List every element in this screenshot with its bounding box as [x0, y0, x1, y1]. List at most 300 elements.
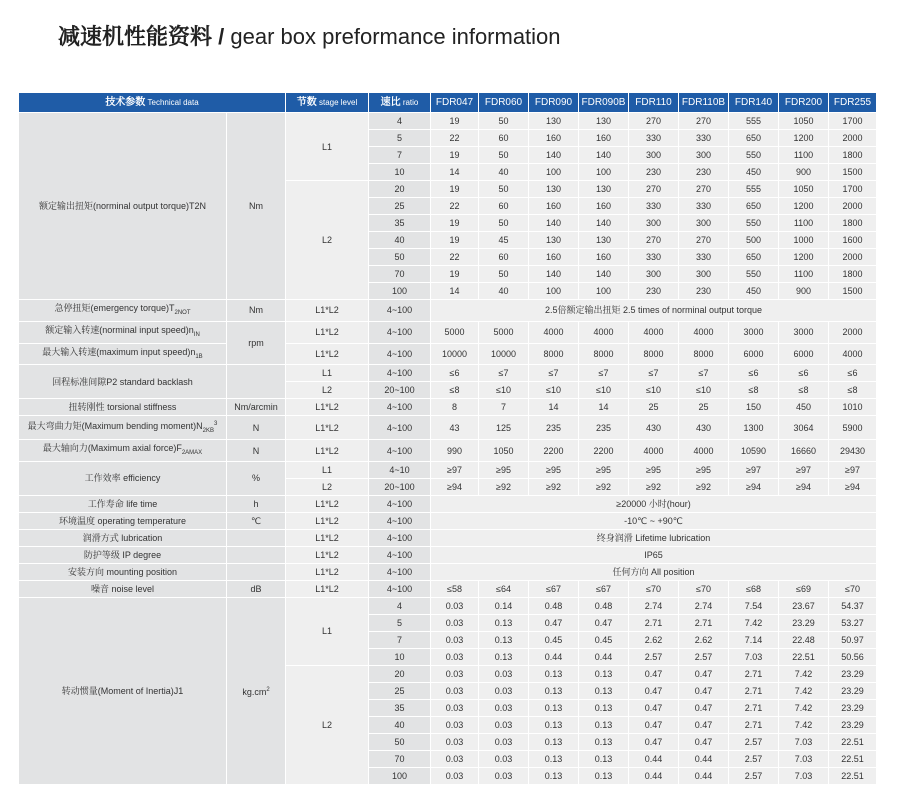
value-cell: 43	[431, 416, 479, 440]
header-model: FDR110B	[679, 93, 729, 113]
value-cell: 0.13	[579, 699, 629, 716]
param-label	[19, 512, 227, 529]
value-cell: 330	[679, 249, 729, 266]
value-cell: ≥92	[479, 478, 529, 495]
value-cell: 550	[729, 147, 779, 164]
unit-cell: h	[227, 495, 286, 512]
ratio-cell: 4~10	[369, 461, 431, 478]
value-cell: ≤7	[629, 365, 679, 382]
value-cell: 1010	[829, 399, 877, 416]
value-cell: 0.13	[479, 648, 529, 665]
value-cell: 0.47	[679, 682, 729, 699]
stage-cell: L1*L2	[286, 512, 369, 529]
value-cell: 2.74	[679, 597, 729, 614]
torque-row	[19, 113, 877, 130]
param-label	[19, 321, 227, 343]
value-cell: 50.56	[829, 648, 877, 665]
value-cell: 4000	[679, 440, 729, 462]
value-cell: 40	[479, 164, 529, 181]
unit-cell	[227, 563, 286, 580]
value-cell: 160	[579, 198, 629, 215]
value-cell: 8000	[679, 343, 729, 365]
header-ratio: 速比 ratio	[369, 93, 431, 113]
ratio-cell: 20~100	[369, 382, 431, 399]
value-cell: 25	[679, 399, 729, 416]
value-cell: 0.44	[629, 750, 679, 767]
value-cell: 230	[679, 164, 729, 181]
value-cell: 555	[729, 113, 779, 130]
spanning-value: IP65	[431, 546, 877, 563]
param-label-text: 最大弯曲力矩(Maximum bending moment)N	[27, 421, 203, 432]
value-cell: 1800	[829, 147, 877, 164]
value-cell: 0.44	[629, 767, 679, 784]
param-label	[19, 529, 227, 546]
value-cell: 7.03	[729, 648, 779, 665]
value-cell: 1600	[829, 232, 877, 249]
stage-cell: L1*L2	[286, 495, 369, 512]
ratio-cell: 4~100	[369, 440, 431, 462]
param-label	[19, 580, 227, 597]
value-cell: ≤8	[779, 382, 829, 399]
unit-cell	[227, 597, 286, 784]
value-cell: 50	[479, 147, 529, 164]
temperature-row	[19, 512, 877, 529]
value-cell: 10590	[729, 440, 779, 462]
value-cell: ≥95	[629, 461, 679, 478]
value-cell: 270	[679, 113, 729, 130]
param-label-subscript: 1B	[195, 353, 203, 360]
value-cell: 23.29	[829, 682, 877, 699]
value-cell: ≥92	[529, 478, 579, 495]
inertia-row	[19, 597, 877, 614]
header-model: FDR047	[431, 93, 479, 113]
param-label	[19, 546, 227, 563]
value-cell: 230	[679, 283, 729, 300]
value-cell: ≤7	[529, 365, 579, 382]
value-cell: 0.13	[529, 767, 579, 784]
ratio-cell: 100	[369, 767, 431, 784]
param-label-text: 最大输入转速(maximum input speed)n	[42, 346, 196, 357]
value-cell: 140	[529, 147, 579, 164]
value-cell: 0.03	[431, 648, 479, 665]
value-cell: 0.45	[579, 631, 629, 648]
value-cell: 140	[579, 147, 629, 164]
value-cell: 1200	[779, 130, 829, 147]
value-cell: 0.13	[529, 716, 579, 733]
value-cell: 650	[729, 130, 779, 147]
value-cell: 0.47	[629, 699, 679, 716]
ratio-cell: 25	[369, 682, 431, 699]
param-label	[19, 113, 227, 300]
stage-cell: L2	[286, 665, 369, 784]
value-cell: 1700	[829, 113, 877, 130]
param-label-text: 工作效率 efficiency	[84, 473, 161, 484]
value-cell: 650	[729, 249, 779, 266]
value-cell: 16660	[779, 440, 829, 462]
value-cell: 8000	[629, 343, 679, 365]
value-cell: 300	[679, 147, 729, 164]
param-label-text: 噪音 noise level	[90, 583, 155, 594]
value-cell: 3064	[779, 416, 829, 440]
value-cell: 2.71	[729, 682, 779, 699]
value-cell: 0.03	[431, 631, 479, 648]
param-label	[19, 343, 227, 365]
value-cell: 100	[529, 164, 579, 181]
value-cell: 300	[629, 215, 679, 232]
value-cell: 430	[629, 416, 679, 440]
value-cell: 270	[679, 232, 729, 249]
value-cell: 450	[729, 164, 779, 181]
backlash-row	[19, 365, 877, 382]
value-cell: 0.03	[479, 682, 529, 699]
value-cell: 50	[479, 215, 529, 232]
value-cell: 0.13	[579, 750, 629, 767]
value-cell: 0.48	[579, 597, 629, 614]
value-cell: ≤6	[729, 365, 779, 382]
value-cell: ≤8	[829, 382, 877, 399]
value-cell: 4000	[829, 343, 877, 365]
value-cell: 555	[729, 181, 779, 198]
param-label	[19, 495, 227, 512]
ratio-cell: 20	[369, 665, 431, 682]
value-cell: ≤7	[579, 365, 629, 382]
param-label-text: 环境温度 operating temperature	[58, 515, 187, 526]
value-cell: 0.03	[479, 699, 529, 716]
unit-cell: ℃	[227, 512, 286, 529]
value-cell: 270	[679, 181, 729, 198]
value-cell: 2.62	[679, 631, 729, 648]
ratio-cell: 4~100	[369, 300, 431, 322]
axial-row	[19, 440, 877, 462]
value-cell: 0.03	[431, 750, 479, 767]
value-cell: 7.42	[779, 716, 829, 733]
ratio-cell: 10	[369, 648, 431, 665]
value-cell: 0.13	[579, 682, 629, 699]
value-cell: 7.42	[729, 614, 779, 631]
value-cell: 0.13	[479, 631, 529, 648]
param-label	[19, 300, 227, 322]
protection-row	[19, 546, 877, 563]
ratio-cell: 4~100	[369, 495, 431, 512]
value-cell: 60	[479, 249, 529, 266]
spanning-value: -10℃ ~ +90℃	[431, 512, 877, 529]
value-cell: ≤70	[679, 580, 729, 597]
param-label-subscript: IN	[193, 331, 200, 338]
mounting-row	[19, 563, 877, 580]
value-cell: 60	[479, 130, 529, 147]
value-cell: 4000	[579, 321, 629, 343]
stage-cell: L1*L2	[286, 399, 369, 416]
value-cell: 0.47	[529, 614, 579, 631]
stage-cell: L1*L2	[286, 529, 369, 546]
stage-cell: L1	[286, 365, 369, 382]
param-label-text: 额定输入转速(norminal input speed)n	[45, 324, 194, 335]
value-cell: 8000	[529, 343, 579, 365]
param-label-text: 防护等级 IP degree	[83, 549, 162, 560]
value-cell: ≤7	[679, 365, 729, 382]
value-cell: 29430	[829, 440, 877, 462]
param-label-text: 急停扭矩(emergency torque)T	[54, 303, 175, 313]
value-cell: ≥95	[579, 461, 629, 478]
unit-cell: rpm	[227, 321, 286, 365]
value-cell: 22.51	[829, 767, 877, 784]
value-cell: ≤6	[829, 365, 877, 382]
value-cell: 22.48	[779, 631, 829, 648]
value-cell: 4000	[629, 440, 679, 462]
ratio-cell: 7	[369, 147, 431, 164]
ratio-cell: 25	[369, 198, 431, 215]
value-cell: ≥92	[579, 478, 629, 495]
value-cell: 550	[729, 215, 779, 232]
param-label	[19, 416, 227, 440]
life-row	[19, 495, 877, 512]
value-cell: 2.57	[629, 648, 679, 665]
value-cell: 6000	[729, 343, 779, 365]
value-cell: 0.13	[529, 682, 579, 699]
value-cell: 130	[529, 232, 579, 249]
value-cell: 4000	[679, 321, 729, 343]
ratio-cell: 4~100	[369, 321, 431, 343]
value-cell: 1800	[829, 215, 877, 232]
stage-cell: L1	[286, 113, 369, 181]
ratio-cell: 5	[369, 614, 431, 631]
value-cell: 500	[729, 232, 779, 249]
ratio-cell: 4~100	[369, 365, 431, 382]
value-cell: ≤7	[479, 365, 529, 382]
value-cell: 140	[579, 266, 629, 283]
stage-cell: L1	[286, 597, 369, 665]
stage-cell: L2	[286, 181, 369, 300]
ratio-cell: 4~100	[369, 546, 431, 563]
value-cell: 330	[679, 198, 729, 215]
value-cell: 23.29	[829, 665, 877, 682]
value-cell: 1100	[779, 215, 829, 232]
value-cell: 1000	[779, 232, 829, 249]
param-label	[19, 440, 227, 462]
value-cell: 22	[431, 249, 479, 266]
value-cell: 270	[629, 232, 679, 249]
value-cell: ≥94	[829, 478, 877, 495]
value-cell: 23.67	[779, 597, 829, 614]
value-cell: 0.13	[579, 733, 629, 750]
value-cell: 130	[579, 181, 629, 198]
value-cell: 430	[679, 416, 729, 440]
value-cell: 2.57	[679, 648, 729, 665]
value-cell: 50.97	[829, 631, 877, 648]
value-cell: 19	[431, 181, 479, 198]
stage-cell: L1*L2	[286, 440, 369, 462]
stage-cell: L1*L2	[286, 300, 369, 322]
value-cell: 235	[529, 416, 579, 440]
param-label	[19, 399, 227, 416]
value-cell: 14	[431, 164, 479, 181]
header-model: FDR140	[729, 93, 779, 113]
value-cell: 7.42	[779, 682, 829, 699]
value-cell: 0.14	[479, 597, 529, 614]
value-cell: 0.03	[431, 716, 479, 733]
value-cell: 2.74	[629, 597, 679, 614]
value-cell: 14	[431, 283, 479, 300]
input-speed-row	[19, 321, 877, 343]
ratio-cell: 10	[369, 164, 431, 181]
unit-cell: Nm	[227, 113, 286, 300]
value-cell: 22.51	[829, 750, 877, 767]
header-model: FDR060	[479, 93, 529, 113]
value-cell: 235	[579, 416, 629, 440]
value-cell: 160	[579, 130, 629, 147]
value-cell: 7.42	[779, 665, 829, 682]
value-cell: 0.45	[529, 631, 579, 648]
value-cell: ≥97	[829, 461, 877, 478]
value-cell: 0.13	[479, 614, 529, 631]
value-cell: 130	[529, 181, 579, 198]
value-cell: 160	[529, 130, 579, 147]
ratio-cell: 35	[369, 699, 431, 716]
value-cell: 7.42	[779, 699, 829, 716]
lubrication-row	[19, 529, 877, 546]
value-cell: 2200	[529, 440, 579, 462]
value-cell: 22	[431, 198, 479, 215]
value-cell: 7.03	[779, 767, 829, 784]
title-cn: 减速机性能资料	[58, 24, 213, 49]
value-cell: 3000	[729, 321, 779, 343]
param-label-subscript: 2KB	[202, 428, 215, 435]
ratio-cell: 100	[369, 283, 431, 300]
value-cell: 0.03	[431, 665, 479, 682]
value-cell: 8	[431, 399, 479, 416]
value-cell: ≤68	[729, 580, 779, 597]
table-header-row	[19, 93, 877, 113]
value-cell: 0.03	[479, 665, 529, 682]
ratio-cell: 70	[369, 750, 431, 767]
title-en: gear box preformance information	[230, 24, 561, 49]
value-cell: 0.13	[579, 767, 629, 784]
stage-cell: L2	[286, 478, 369, 495]
unit-cell: N	[227, 440, 286, 462]
unit-cell: Nm/arcmin	[227, 399, 286, 416]
header-technical-data: 技术参数 Technical data	[19, 93, 286, 113]
value-cell: 125	[479, 416, 529, 440]
stiffness-row	[19, 399, 877, 416]
value-cell: ≤10	[529, 382, 579, 399]
value-cell: 230	[629, 283, 679, 300]
header-model: FDR110	[629, 93, 679, 113]
param-label-text: 工作寿命 life time	[87, 498, 158, 509]
performance-table	[18, 92, 877, 785]
param-label	[19, 461, 227, 495]
value-cell: 2000	[829, 130, 877, 147]
value-cell: 7.03	[779, 750, 829, 767]
ratio-cell: 20	[369, 181, 431, 198]
value-cell: 1100	[779, 147, 829, 164]
param-label-text: 回程标准间隙P2 standard backlash	[52, 376, 193, 387]
ratio-cell: 50	[369, 733, 431, 750]
bending-row	[19, 416, 877, 440]
param-label-text: 润滑方式 lubrication	[82, 532, 163, 543]
value-cell: 1050	[779, 113, 829, 130]
value-cell: 7.03	[779, 733, 829, 750]
value-cell: 0.13	[529, 733, 579, 750]
efficiency-row	[19, 461, 877, 478]
value-cell: 0.03	[479, 750, 529, 767]
value-cell: 0.48	[529, 597, 579, 614]
ratio-cell: 4~100	[369, 563, 431, 580]
value-cell: ≤8	[729, 382, 779, 399]
value-cell: 330	[679, 130, 729, 147]
value-cell: 5000	[479, 321, 529, 343]
value-cell: 0.03	[431, 767, 479, 784]
page-title	[58, 20, 561, 51]
unit-cell	[227, 365, 286, 399]
ratio-cell: 40	[369, 232, 431, 249]
max-speed-row	[19, 343, 877, 365]
value-cell: 1200	[779, 249, 829, 266]
value-cell: ≤58	[431, 580, 479, 597]
stage-cell: L1*L2	[286, 416, 369, 440]
value-cell: 19	[431, 147, 479, 164]
value-cell: 4000	[629, 321, 679, 343]
value-cell: 330	[629, 249, 679, 266]
value-cell: 5000	[431, 321, 479, 343]
value-cell: 50	[479, 181, 529, 198]
ratio-cell: 4~100	[369, 343, 431, 365]
ratio-cell: 4~100	[369, 512, 431, 529]
value-cell: 10000	[479, 343, 529, 365]
value-cell: 14	[529, 399, 579, 416]
value-cell: ≥97	[729, 461, 779, 478]
value-cell: 300	[629, 266, 679, 283]
param-label-superscript: 3	[214, 421, 218, 428]
value-cell: 0.13	[529, 750, 579, 767]
value-cell: ≤70	[629, 580, 679, 597]
unit-superscript: 2	[266, 686, 270, 693]
value-cell: 270	[629, 113, 679, 130]
value-cell: 19	[431, 215, 479, 232]
value-cell: 54.37	[829, 597, 877, 614]
value-cell: 0.47	[679, 733, 729, 750]
value-cell: ≥97	[779, 461, 829, 478]
value-cell: 0.03	[431, 682, 479, 699]
value-cell: 100	[529, 283, 579, 300]
value-cell: ≤10	[679, 382, 729, 399]
value-cell: 160	[579, 249, 629, 266]
param-label-subscript: 2NOT	[174, 309, 191, 316]
value-cell: 1050	[779, 181, 829, 198]
noise-row	[19, 580, 877, 597]
value-cell: 0.47	[629, 716, 679, 733]
value-cell: 2.57	[729, 733, 779, 750]
value-cell: ≥92	[629, 478, 679, 495]
value-cell: 0.03	[479, 716, 529, 733]
value-cell: ≤69	[779, 580, 829, 597]
value-cell: 0.44	[679, 750, 729, 767]
emergency-row	[19, 300, 877, 322]
unit-text: kg.cm	[242, 686, 267, 697]
value-cell: 2.71	[679, 614, 729, 631]
stage-cell: L1*L2	[286, 546, 369, 563]
value-cell: ≥97	[431, 461, 479, 478]
spanning-value: 2.5倍额定输出扭矩 2.5 times of norminal output torque	[431, 300, 877, 322]
value-cell: ≤8	[431, 382, 479, 399]
value-cell: 160	[529, 249, 579, 266]
value-cell: 7.54	[729, 597, 779, 614]
value-cell: 0.47	[679, 716, 729, 733]
stage-cell: L2	[286, 382, 369, 399]
value-cell: 10000	[431, 343, 479, 365]
value-cell: 550	[729, 266, 779, 283]
value-cell: 140	[579, 215, 629, 232]
value-cell: 0.03	[479, 767, 529, 784]
